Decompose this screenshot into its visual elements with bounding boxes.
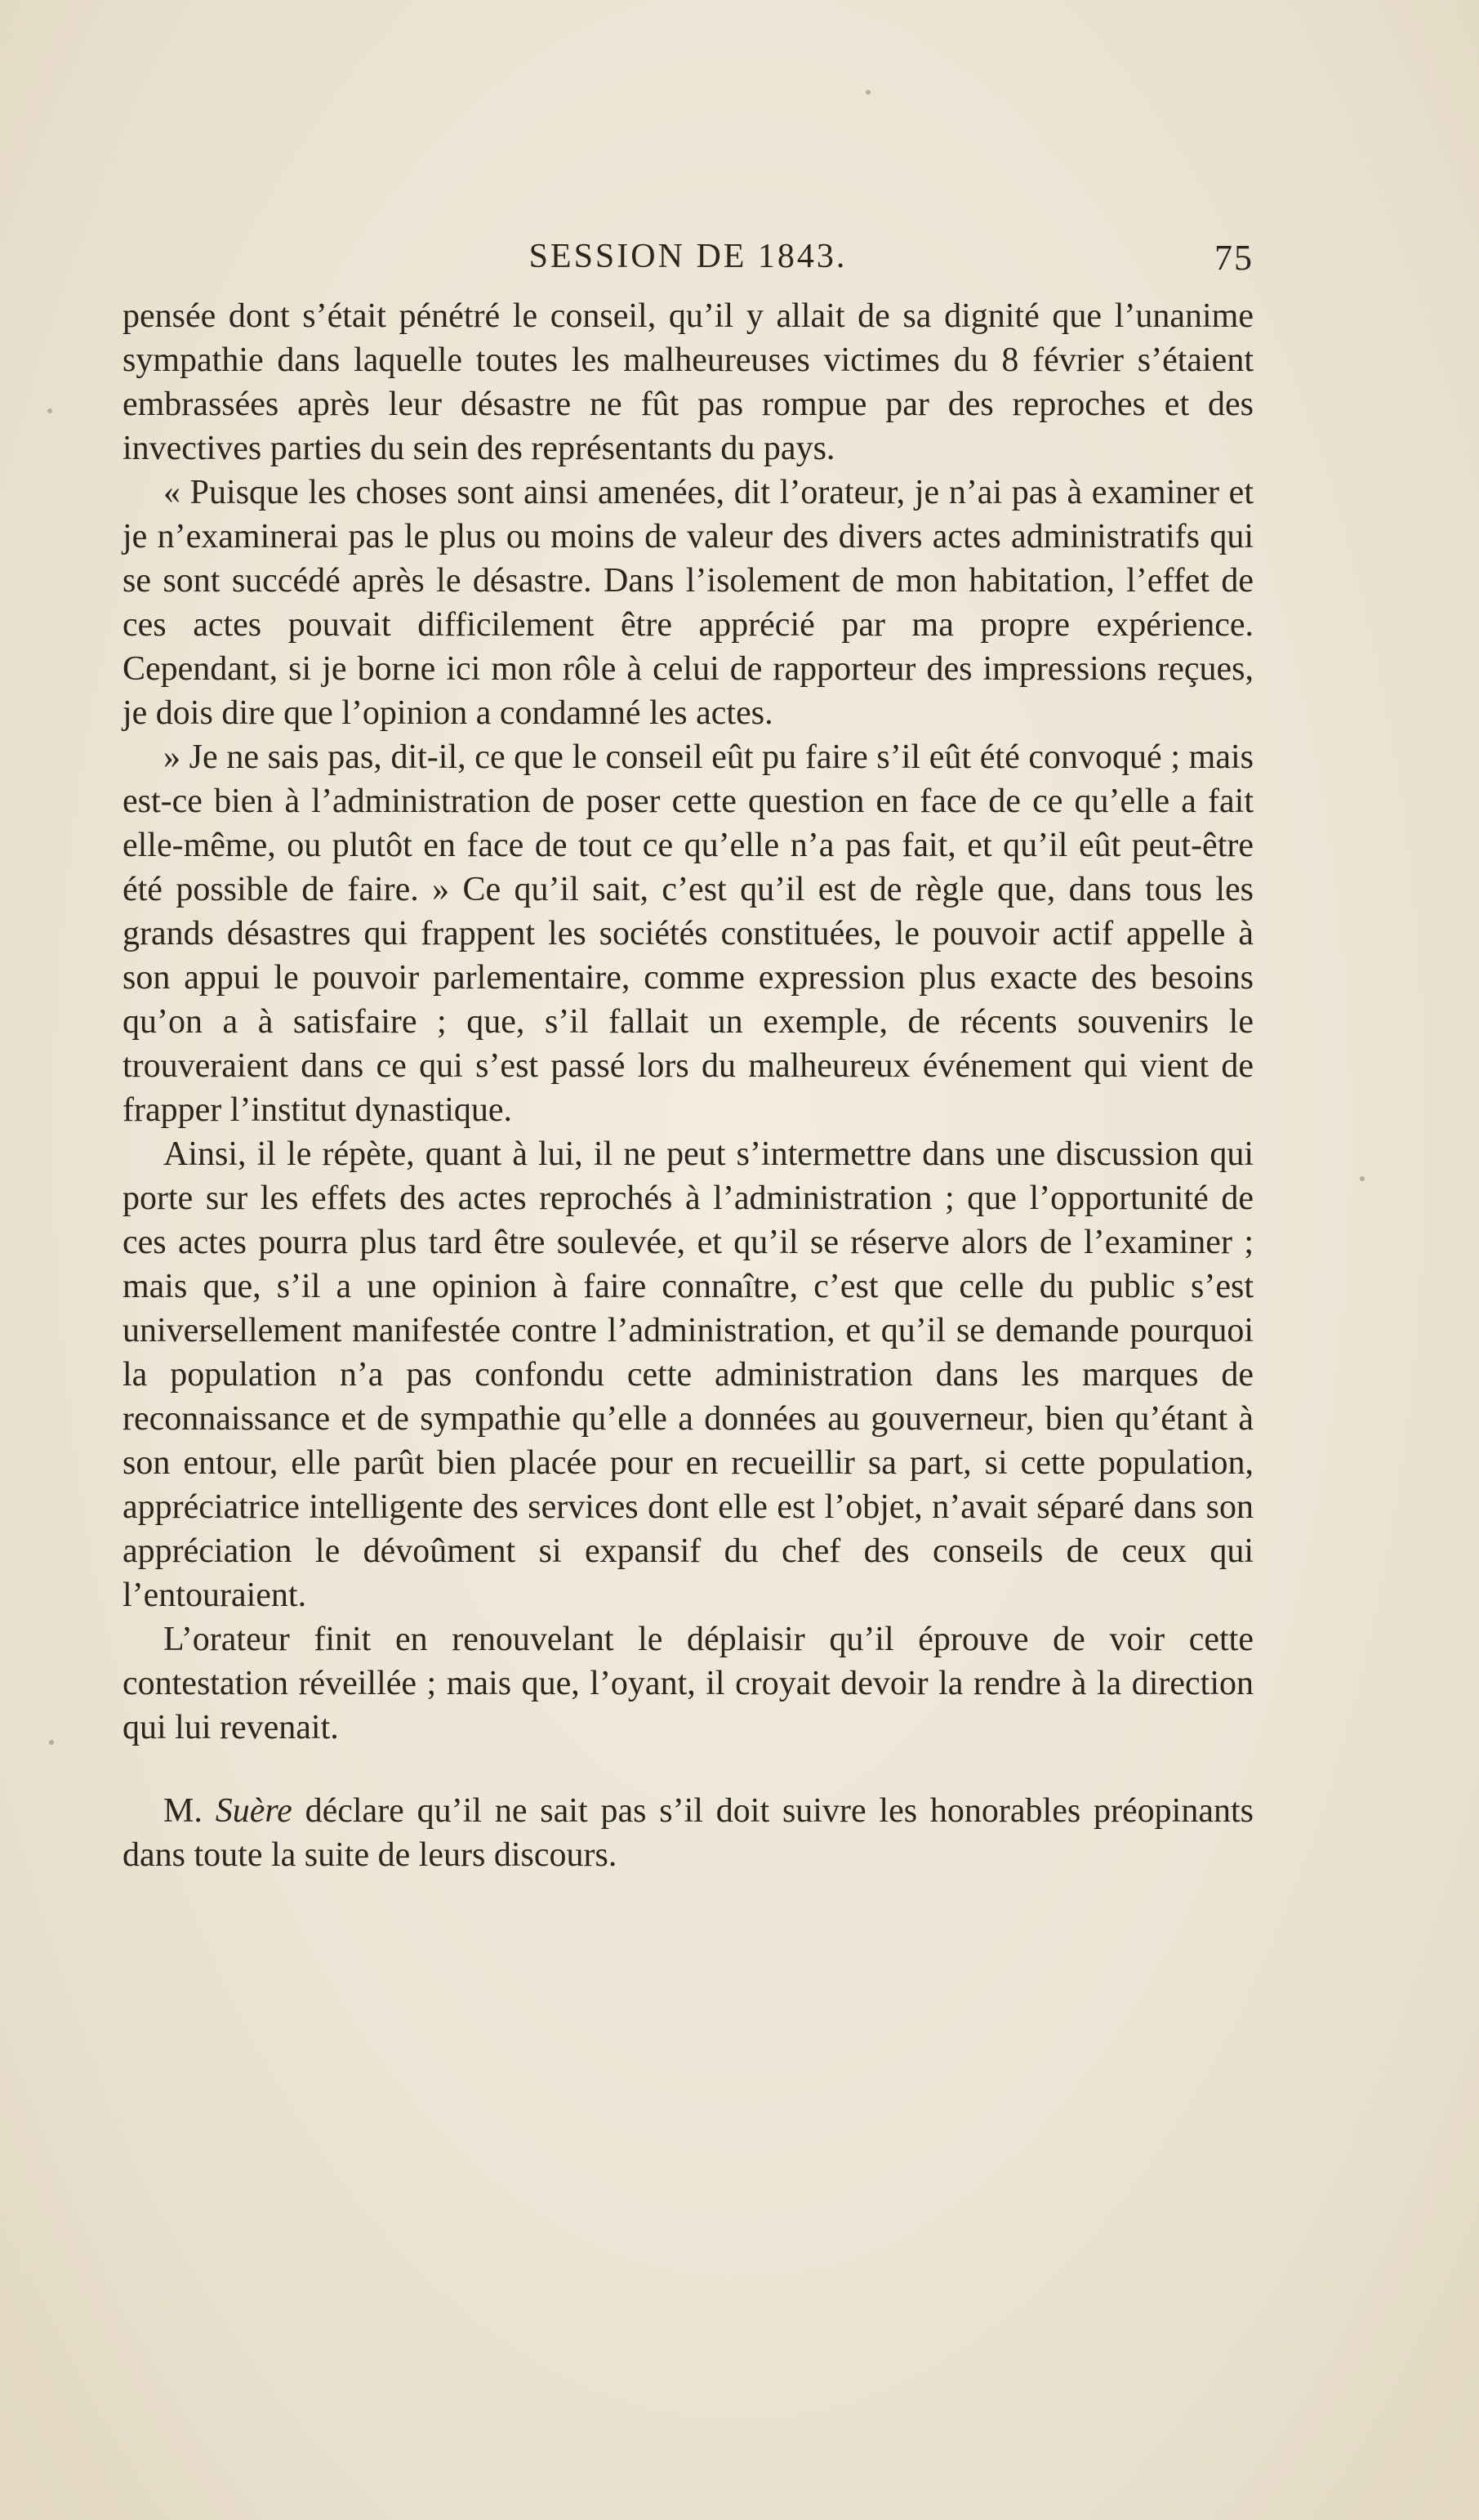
running-title: SESSION DE 1843. — [528, 238, 848, 275]
paragraph: Ainsi, il le répète, quant à lui, il ne peut s’intermettre dans une discussion qui porte sur les effets des actes reprochés à l’administration ; que l’opportunité de ces actes pourra plus tard être soulevée, et qu’il se réserve alors de l’examiner ; mais que, s’il a une opinion à faire connaître, c’est que celle du public s’est universellement manifestée contre l’administration, et qu’il se demande pourquoi la population n’a pas confondu cette administration dans les marques de reconnaissance et de sympathie qu’elle a données au gouverneur, bien qu’étant à son entour, elle parût bien placée pour en recueillir sa part, si cette population, appréciatrice intelligente des services dont elle est l’objet, n’avait séparé dans son appréciation le dévoûment si expansif du chef des conseils de ceux qui l’entouraient. — [123, 1135, 1254, 1614]
paragraph: L’orateur finit en renouvelant le déplaisir qu’il éprouve de voir cette contestation réveillée ; mais que, l’oyant, il croyait devoir la rendre à la direction qui lui revenait. — [123, 1621, 1254, 1746]
speaker-text: déclare qu’il ne sait pas s’il doit suivre les honorables préopinants dans toute la suite de leurs discours. — [123, 1792, 1254, 1874]
paper-speck — [47, 408, 52, 413]
book-page — [123, 237, 1254, 1877]
paper-speck — [1360, 1176, 1365, 1181]
speaker-prefix: M. — [163, 1792, 216, 1830]
paragraph-continuation: pensée dont s’était pénétré le conseil, qu’il y allait de sa dignité que l’unanime sympathie dans laquelle toutes les malheureuses victimes du 8 février s’étaient embrassées après leur désastre ne fût pas rompue par des reproches et des invectives parties du sein des représentants du pays. — [123, 297, 1254, 467]
paragraph: « Puisque les choses sont ainsi amenées, dit l’orateur, je n’ai pas à examiner et je n’examinerai pas le plus ou moins de valeur des divers actes administratifs qui se sont succédé après le désastre. Dans l’isolement de mon habitation, l’effet de ces actes pouvait difficilement être apprécié par ma propre expérience. Cependant, si je borne ici mon rôle à celui de rapporteur des impressions reçues, je dois dire que l’opinion a condamné les actes. — [123, 474, 1254, 732]
running-head — [123, 237, 1254, 294]
page-number: 75 — [1214, 238, 1254, 278]
paper-speck — [49, 1740, 54, 1745]
paragraph-speaker — [123, 1789, 1254, 1877]
paper-speck — [866, 90, 871, 95]
body-text — [123, 294, 1254, 1877]
paragraph: » Je ne sais pas, dit-il, ce que le conseil eût pu faire s’il eût été convoqué ; mais est-ce bien à l’administration de poser cette question en face de ce qu’elle a fait elle-même, ou plutôt en face de tout ce qu’elle n’a pas fait, et qu’il eût peut-être été possible de faire. » Ce qu’il sait, c’est qu’il est de règle que, dans tous les grands désastres qui frappent les sociétés constituées, le pouvoir actif appelle à son appui le pouvoir parlementaire, comme expression plus exacte des besoins qu’on a à satisfaire ; que, s’il fallait un exemple, de récents souvenirs le trouveraient dans ce qui s’est passé lors du malheureux événement qui vient de frapper l’institut dynastique. — [123, 738, 1254, 1129]
speaker-name: Suère — [215, 1792, 292, 1830]
